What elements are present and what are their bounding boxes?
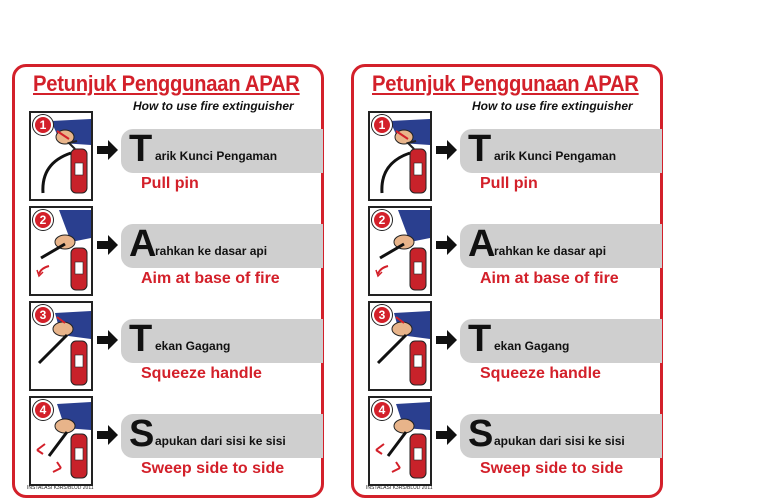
step-initial: T — [129, 318, 153, 360]
step-number-badge: 3 — [33, 305, 53, 325]
step-english-text: Sweep side to side — [480, 460, 624, 477]
step-initial: S — [468, 413, 494, 455]
step-indonesian-text: apukan dari sisi ke sisi — [155, 434, 286, 448]
step-english-text: Pull pin — [480, 175, 538, 192]
step-indonesian-text: ekan Gagang — [494, 339, 570, 353]
poster-footer: INSTALASI K3RS/BLUD 2011 — [366, 485, 433, 491]
poster-footer: INSTALASI K3RS/BLUD 2011 — [27, 485, 94, 491]
arrow-right-icon — [436, 329, 458, 351]
step-2 — [354, 206, 660, 300]
poster-title: Petunjuk Penggunaan APAR — [372, 71, 639, 96]
step-initial: T — [468, 318, 492, 360]
step-3 — [354, 301, 660, 395]
arrow-right-icon — [436, 139, 458, 161]
step-indonesian-text: apukan dari sisi ke sisi — [494, 434, 625, 448]
step-number-badge: 4 — [33, 400, 53, 420]
step-4 — [354, 396, 660, 490]
step-indonesian-text: arik Kunci Pengaman — [494, 149, 617, 163]
step-english-text: Aim at base of fire — [141, 270, 280, 287]
step-2 — [15, 206, 321, 300]
step-number-badge: 1 — [33, 115, 53, 135]
step-1 — [354, 111, 660, 205]
step-initial: A — [468, 223, 496, 265]
step-indonesian-text: ekan Gagang — [155, 339, 231, 353]
step-number-badge: 4 — [372, 400, 392, 420]
step-english-text: Aim at base of fire — [480, 270, 619, 287]
step-4-illustration — [368, 396, 432, 486]
step-number-badge: 1 — [372, 115, 392, 135]
arrow-right-icon — [97, 424, 119, 446]
poster-title: Petunjuk Penggunaan APAR — [33, 71, 300, 96]
step-english-text: Squeeze handle — [480, 365, 601, 382]
step-number-badge: 2 — [372, 210, 392, 230]
step-3-illustration — [29, 301, 93, 391]
step-4-illustration — [29, 396, 93, 486]
step-1 — [15, 111, 321, 205]
step-1-illustration — [29, 111, 93, 201]
step-initial: A — [129, 223, 157, 265]
step-english-text: Squeeze handle — [141, 365, 262, 382]
poster-subtitle: How to use fire extinguisher — [472, 99, 633, 113]
poster-right — [351, 64, 663, 498]
step-1-illustration — [368, 111, 432, 201]
step-3-illustration — [368, 301, 432, 391]
step-number-badge: 2 — [33, 210, 53, 230]
step-3 — [15, 301, 321, 395]
step-2-illustration — [29, 206, 93, 296]
step-initial: T — [468, 128, 492, 170]
step-2-illustration — [368, 206, 432, 296]
step-english-text: Pull pin — [141, 175, 199, 192]
step-indonesian-text: arik Kunci Pengaman — [155, 149, 278, 163]
step-4 — [15, 396, 321, 490]
arrow-right-icon — [436, 424, 458, 446]
step-number-badge: 3 — [372, 305, 392, 325]
step-indonesian-text: rahkan ke dasar api — [155, 244, 268, 258]
poster-left — [12, 64, 324, 498]
arrow-right-icon — [97, 139, 119, 161]
arrow-right-icon — [97, 329, 119, 351]
step-indonesian-text: rahkan ke dasar api — [494, 244, 607, 258]
step-initial: T — [129, 128, 153, 170]
step-english-text: Sweep side to side — [141, 460, 285, 477]
poster-subtitle: How to use fire extinguisher — [133, 99, 294, 113]
step-initial: S — [129, 413, 155, 455]
arrow-right-icon — [97, 234, 119, 256]
arrow-right-icon — [436, 234, 458, 256]
